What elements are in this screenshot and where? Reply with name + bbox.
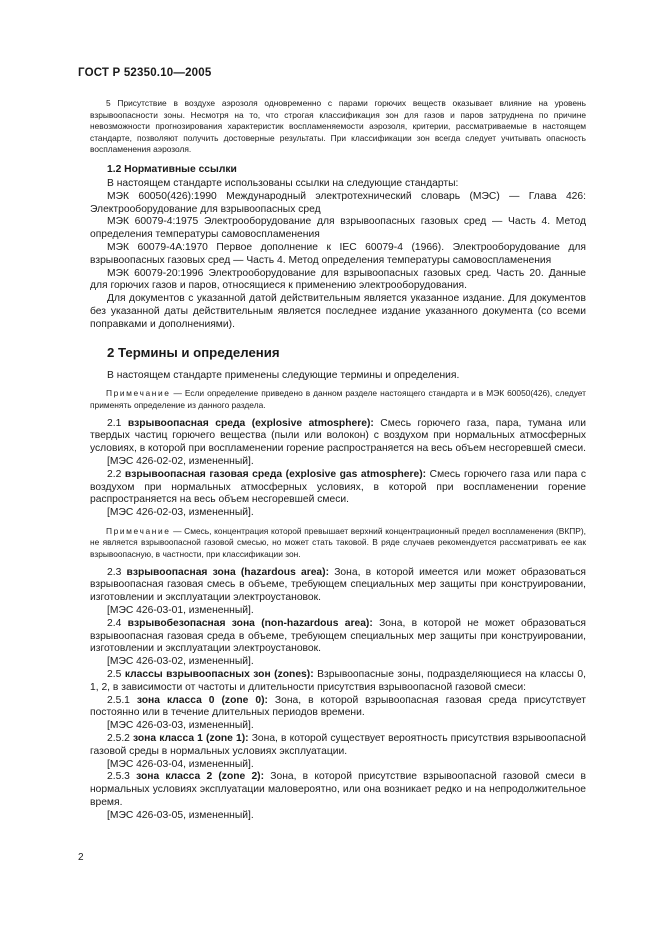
section-2-note-1 (90, 388, 586, 411)
term-2-5-2 (90, 733, 586, 759)
term-name: взрывоопасная газовая среда (explosive gas atmosphere): (124, 468, 427, 480)
term-2-5-1-ref: [МЭС 426-03-03, измененный]. (107, 720, 254, 732)
term-2-3 (90, 567, 586, 605)
ref-item: МЭК 60079-4А:1970 Первое дополнение к IEC 60079-4 (1966). Электрооборудование для взрывоопасных газовых сред — Часть 4. Метод определения температуры самовоспламенения (90, 241, 586, 266)
document-body (90, 98, 586, 823)
refs-heading: 1.2 Нормативные ссылки (107, 163, 237, 175)
note-text: — Если определение приведено в данном разделе настоящего стандарта и в МЭК 60050(426), следует применять определение из данного раздела. (90, 388, 586, 410)
refs-intro: В настоящем стандарте использованы ссылки на следующие стандарты: (107, 177, 459, 189)
term-definition: Смесь горючего газа или пара с воздухом при нормальных атмосферных условиях, в которой при воспламенении горение распространяется на весь объем несгоревшей смеси. (90, 468, 586, 506)
term-name: зона класса 1 (zone 1): (133, 733, 249, 745)
ref-item: МЭК 60050(426):1990 Международный электротехнический словарь (МЭС) — Глава 426: Электрооборудование для взрывоопасных сред (90, 190, 586, 215)
note-label: Примечание (106, 525, 171, 536)
term-number: 2.5 (107, 669, 125, 681)
term-2-3-ref: [МЭС 426-03-01, измененный]. (107, 605, 254, 617)
term-number: 2.5.3 (107, 771, 137, 783)
term-2-5-3 (90, 771, 586, 809)
document-header: ГОСТ Р 52350.10—2005 (78, 67, 212, 79)
page-number: 2 (78, 852, 84, 863)
term-definition: Взрывоопасные зоны, подразделяющиеся на классы 0, 1, 2, в зависимости от частоты и длительности присутствия взрывоопасной газовой смеси: (90, 669, 586, 693)
term-2-2-ref: [МЭС 426-02-03, измененный]. (107, 507, 254, 519)
term-definition: Смесь горючего газа, пара, тумана или твердых частиц горючего вещества (пыли или волокон) с воздухом при нормальных атмосферных условиях, в которой при воспламенении горение распространяется на весь объем несгоревшей смеси. (90, 417, 586, 455)
term-2-5-2-ref: [МЭС 426-03-04, измененный]. (107, 758, 254, 770)
term-name: взрывобезопасная зона (non-hazardous area): (127, 617, 373, 629)
note-text: — Смесь, концентрация которой превышает верхний концентрационный предел воспламенения (ВКПР), не является взрывоопасной газовой смесью, но может стать таковой. В ряде случаев рекомендуется рассматривать ее как взрывоопасную, в частности, при классификации зон. (90, 525, 586, 560)
section-2-note-2 (90, 526, 586, 561)
term-name: взрывоопасная среда (explosive atmosphere): (127, 417, 374, 429)
term-definition: Зона, в которой взрывоопасная газовая среда присутствует постоянно или в течение длительных периодов времени. (90, 694, 586, 719)
term-definition: Зона, в которой присутствие взрывоопасной газовой смеси в нормальных условиях эксплуатации маловероятно, или она возникает редко и на непродолжительное время. (90, 771, 586, 809)
term-number: 2.5.2 (107, 733, 134, 745)
term-name: зона класса 2 (zone 2): (136, 771, 265, 783)
term-name: классы взрывоопасных зон (zones): (124, 669, 314, 681)
term-2-2 (90, 469, 586, 507)
section-2-intro: В настоящем стандарте применены следующие термины и определения. (107, 369, 460, 381)
ref-item: МЭК 60079-20:1996 Электрооборудование для взрывоопасных газовых сред. Часть 20. Данные для горючих газов и паров, относящиеся к применению электрооборудования. (90, 267, 586, 292)
term-2-5-3-ref: [МЭС 426-03-05, измененный]. (107, 809, 254, 821)
term-name: взрывоопасная зона (hazardous area): (126, 566, 330, 578)
ref-item: МЭК 60079-4:1975 Электрооборудование для взрывоопасных газовых сред — Часть 4. Метод определения температуры самовоспламенения (90, 216, 586, 241)
term-2-4 (90, 618, 586, 656)
term-number: 2.4 (107, 617, 128, 629)
term-2-1 (90, 418, 586, 456)
refs-note: Для документов с указанной датой действительным является указанное издание. Для документов без указанной даты действительным является последнее издание указанного документа (со всеми поправками и дополнениями). (90, 293, 586, 330)
term-number: 2.3 (107, 566, 127, 578)
term-number: 2.5.1 (107, 694, 137, 706)
term-number: 2.2 (107, 468, 125, 480)
term-2-1-ref: [МЭС 426-02-02, измененный]. (107, 455, 254, 467)
term-number: 2.1 (107, 417, 128, 429)
note-5: 5 Присутствие в воздухе аэрозоля одновременно с парами горючих веществ оказывает влияние на уровень взрывоопасности зоны. Несмотря на то, что строгая классификация зон для газов и паров затруднена по причине невозможности прогнозирования характеристик воспламеняемости аэрозоля, критерии, рассматриваемые в настоящем стандарте, позволяют получить достоверные результаты. При классификации зон всегда следует учитывать опасность воспламенения аэрозоля. (90, 98, 586, 155)
note-label: Примечание (106, 388, 171, 399)
term-2-5-1 (90, 695, 586, 721)
term-2-4-ref: [МЭС 426-03-02, измененный]. (107, 656, 254, 668)
term-definition: Зона, в которой имеется или может образоваться взрывоопасная газовая смесь в объеме, требующем специальных мер защиты при конструировании, изготовлении и эксплуатации электроустановок. (90, 566, 586, 604)
term-definition: Зона, в которой не может образоваться взрывоопасная газовая среда в объеме, требующем специальных мер защиты при конструировании, изготовлении и эксплуатации электроустановок. (90, 617, 586, 655)
term-name: зона класса 0 (zone 0): (136, 694, 268, 706)
term-definition: Зона, в которой существует вероятность присутствия взрывоопасной газовой среды в нормальных условиях эксплуатации. (90, 733, 587, 757)
term-2-5 (90, 669, 586, 695)
section-2-heading: 2 Термины и определения (107, 344, 280, 360)
